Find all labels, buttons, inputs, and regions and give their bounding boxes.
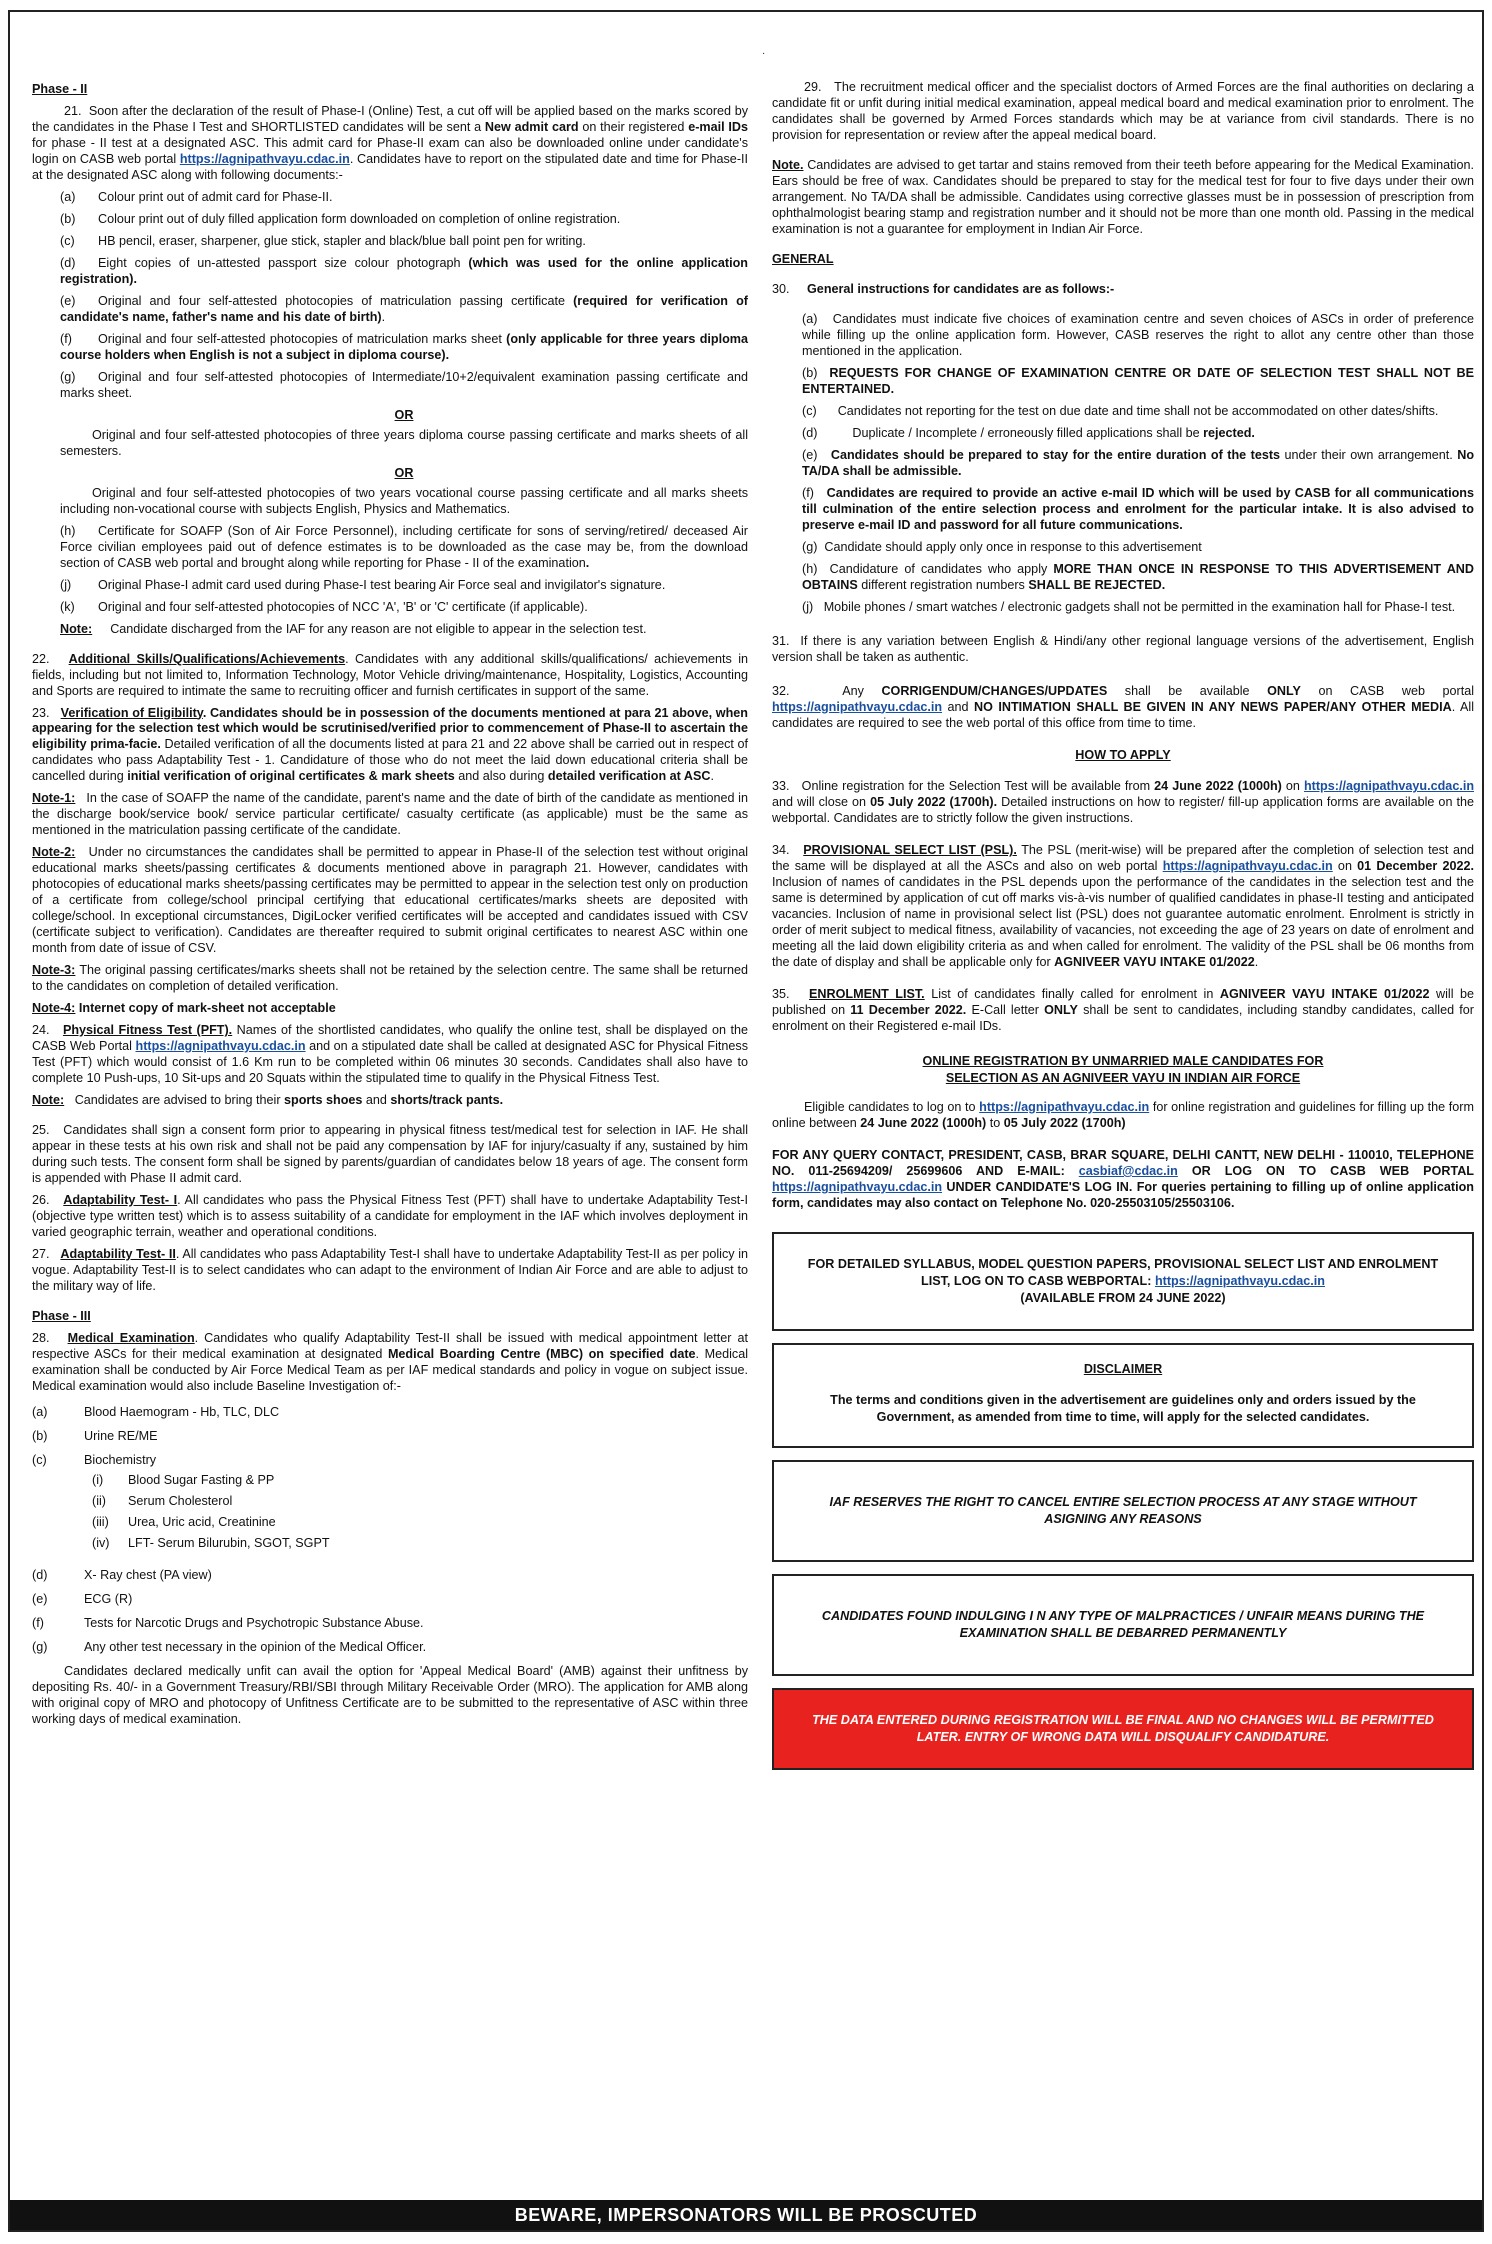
cancel-right-box: IAF RESERVES THE RIGHT TO CANCEL ENTIRE SELECTION PROCESS AT ANY STAGE WITHOUT ASIGNING ANY REASONS <box>772 1460 1474 1562</box>
casb-email-link[interactable]: casbiaf@cdac.in <box>1078 1163 1178 1178</box>
general-title: GENERAL <box>772 251 834 266</box>
med-d: (d) X- Ray chest (PA view) <box>32 1567 212 1582</box>
med-e: (e) ECG (R) <box>32 1591 133 1606</box>
para-25: 25. Candidates shall sign a consent form prior to appearing in physical fitness test/medical test for selection in IAF. He shall appear in these tests at his own risk and shall not be paid any compensation by IAF for injury/casualty if any, sustained by him during such tests. The consent form shall be signed by parents/guardian of candidates below 18 years of age. The consent form is appended with Phase II admit card. <box>32 1123 748 1186</box>
bio-ii: (ii) Serum Cholesterol <box>92 1493 233 1508</box>
phase-3-title: Phase - III <box>32 1308 91 1323</box>
corrigendum-portal-link[interactable]: https://agnipathvayu.cdac.in <box>772 699 943 714</box>
gen-h: (h) Candidature of candidates who apply MORE THAN ONCE IN RESPONSE TO THIS ADVERTISEMENT AND OBTAINS different registration numbers SHALL BE REJECTED. <box>802 561 1474 592</box>
doc-f: (f) Original and four self-attested photocopies of matriculation marks sheet (only applicable for three years diploma course holders when English is not a subject in diploma course). <box>60 331 748 362</box>
para-34: 34. PROVISIONAL SELECT LIST (PSL). The PSL (merit-wise) will be prepared after the completion of selection test and the same will be displayed at all the ASCs and also on web portal https://agnipathvayu.cdac.in on 01 December 2022. Inclusion of names of candidates in the PSL depends upon the performance of the candidates in the selection test and the same is determined by application of cut off marks vis-à-vis number of qualified candidates in phase-II testing and anticipated vacancies. Inclusion of name in provisional select list (PSL) does not guarantee automatic enrolment. Enrolment is strictly in order of merit subject to medical fitness, availability of vacancies, not exceeding the age of 23 years on date of enrolment and meeting all the laid down eligibility criteria as and when called for enrolment. The validity of the PSL shall be 06 months from the date of display and shall be applicable only for AGNIVEER VAYU INTAKE 01/2022. <box>772 843 1474 970</box>
doc-e: (e) Original and four self-attested photocopies of matriculation passing certificate (required for verification of candidate's name, father's name and his date of birth). <box>60 293 748 324</box>
or-divider-2: OR <box>394 465 414 480</box>
disclaimer-text: The terms and conditions given in the advertisement are guidelines only and orders issued by the Government, as amended from time to time, will apply for the selected candidates. <box>830 1392 1416 1424</box>
query-portal-link[interactable]: https://agnipathvayu.cdac.in <box>772 1179 943 1194</box>
syllabus-portal-link[interactable]: https://agnipathvayu.cdac.in <box>1154 1273 1325 1288</box>
note-3: Note-3: The original passing certificates/marks sheets shall not be retained by the selection centre. The same shall be returned to the candidates on completion of detailed verification. <box>32 963 749 994</box>
med-g: (g) Any other test necessary in the opinion of the Medical Officer. <box>32 1639 427 1654</box>
eligible-portal-link[interactable]: https://agnipathvayu.cdac.in <box>979 1099 1150 1114</box>
bio-iii: (iii) Urea, Uric acid, Creatinine <box>92 1514 276 1529</box>
para-22: 22. Additional Skills/Qualifications/Achievements. Candidates with any additional skills/qualifications/ achievements in fields, including but not limited to, Information Technology, Motor Vehicle driving/maintenance, Hospitality, Logistics, Accounting and Sports are required to intimate the same to recruiting officer and furnish certificates in support of the same. <box>32 651 749 698</box>
casb-portal-link[interactable]: https://agnipathvayu.cdac.in <box>179 151 350 166</box>
note-2: Note-2: Under no circumstances the candidates shall be permitted to appear in Phase-II of the selection test without original educational marks sheets/passing certificates & documents mentioned above in paragraph 21. However, candidates with photocopies of educational marks sheets/passing certificates may be permitted to appear in the selection test only on production of a certificate from college/school principal certifying that educational certificates/marks sheets are deposited with college/school. In exceptional circumstances, DigiLocker verified certificates will be accepted and candidates issued with CSV (certificate subject to verification). Candidates are thereafter required to submit original certificates to nearest ASC within one month from date of issue of CSV. <box>32 845 749 956</box>
para-28: 28. Medical Examination. Candidates who qualify Adaptability Test-II shall be issued with medical appointment letter at respective ASCs for their medical examination at designated Medical Boarding Centre (MBC) on specified date. Medical examination shall be conducted by Air Force Medical Team as per IAF medical standards and policy in vogue on subject issue. Medical examination would also include Baseline Investigation of:- <box>32 1330 748 1393</box>
disclaimer-box <box>772 1343 1474 1448</box>
disclaimer-title: DISCLAIMER <box>1083 1361 1163 1376</box>
para-32: 32. Any CORRIGENDUM/CHANGES/UPDATES shall be available ONLY on CASB web portal https://agnipathvayu.cdac.in and NO INTIMATION SHALL BE GIVEN IN ANY NEWS PAPER/ANY OTHER MEDIA. All candidates are required to see the web portal of this office from time to time. <box>772 683 1475 730</box>
eligible-candidates: Eligible candidates to log on to https://agnipathvayu.cdac.in for online registration and guidelines for filling up the form online between 24 June 2022 (1000h) to 05 July 2022 (1700h) <box>772 1099 1474 1130</box>
med-f: (f) Tests for Narcotic Drugs and Psychotropic Substance Abuse. <box>32 1615 424 1630</box>
note-4: Note-4: Internet copy of mark-sheet not acceptable <box>32 1001 336 1016</box>
general-instructions-list <box>772 312 1474 616</box>
doc-g-alt-2: Original and four self-attested photocopies of two years vocational course passing certificate and all marks sheets including non-vocational course with subjects English, Physics and Mathematics. <box>60 485 748 516</box>
or-divider-1: OR <box>394 407 414 422</box>
how-to-apply-title: HOW TO APPLY <box>1075 747 1171 762</box>
doc-d: (d) Eight copies of un-attested passport size colour photograph (which was used for the online application registration). <box>60 255 748 286</box>
para-23: 23. Verification of Eligibility. Candidates should be in possession of the documents mentioned at para 21 above, when appearing for the selection test which would be scrutinised/verified prior to commencement of Phase-II to ascertain the eligibility prima-facie. Detailed verification of all the documents listed at para 21 and 22 above shall be carried out in respect of candidates who pass Adaptability Test - 1. Candidature of those who do not meet the laid down educational criteria shall be cancelled during initial verification of original certificates & mark sheets and also during detailed verification at ASC. <box>32 705 748 784</box>
med-a: (a) Blood Haemogram - Hb, TLC, DLC <box>32 1404 280 1419</box>
med-b: (b) Urine RE/ME <box>32 1428 158 1443</box>
medical-tests-list <box>32 1405 748 1656</box>
psl-portal-link[interactable]: https://agnipathvayu.cdac.in <box>1162 859 1333 874</box>
gen-b: (b) REQUESTS FOR CHANGE OF EXAMINATION CENTRE OR DATE OF SELECTION TEST SHALL NOT BE ENTERTAINED. <box>802 365 1474 396</box>
appeal-medical-board: Candidates declared medically unfit can avail the option for 'Appeal Medical Board' (AMB) against their unfitness by depositing Rs. 40/- in a Government Treasury/RBI/SBI through Military Receivable Order (MRO). The application for AMB along with original copy of MRO and photocopy of Unfitness Certificate are to be submitted to the representative of ASC within three working days of medical examination. <box>32 1663 748 1726</box>
doc-g: (g) Original and four self-attested photocopies of Intermediate/10+2/equivalent examination passing certificate and marks sheet. <box>60 369 748 400</box>
right-column <box>772 80 1474 1782</box>
data-final-warning-box: THE DATA ENTERED DURING REGISTRATION WILL BE FINAL AND NO CHANGES WILL BE PERMITTED LATER. ENTRY OF WRONG DATA WILL DISQUALIFY CANDIDATURE. <box>772 1688 1474 1770</box>
para-30: 30. General instructions for candidates are as follows:- <box>772 281 1115 296</box>
impersonators-footer: BEWARE, IMPERSONATORS WILL BE PROSCUTED <box>10 2200 1482 2230</box>
note-21: Note: Candidate discharged from the IAF for any reason are not eligible to appear in the selection test. <box>60 621 647 636</box>
doc-g-alt-1: Original and four self-attested photocopies of three years diploma course passing certificate and marks sheets of all semesters. <box>60 427 748 458</box>
pft-portal-link[interactable]: https://agnipathvayu.cdac.in <box>135 1039 306 1054</box>
para-27: 27. Adaptability Test- II. All candidates who pass Adaptability Test-I shall have to undertake Adaptability Test-II as per policy in vogue. Adaptability Test-II is to select candidates who can adapt to the environment of Indian Air Force and are able to adjust to the military way of life. <box>32 1247 748 1293</box>
para-31: 31. If there is any variation between English & Hindi/any other regional language versions of the advertisement, English version shall be taken as authentic. <box>772 633 1474 664</box>
gen-a: (a) Candidates must indicate five choices of examination centre and seven choices of ASCs in order of preference while filling up the online application form. However, CASB reserves the right to allot any centre other than those mentioned in the application. <box>802 311 1474 358</box>
note-1: Note-1: In the case of SOAFP the name of the candidate, parent's name and the date of birth of the candidate as mentioned in the discharge book/service book/ service particular certificate/ casualty certificate (as applicable) must be the same as mentioned in the matriculation passing certificate of the candidate. <box>32 791 748 838</box>
query-contact: FOR ANY QUERY CONTACT, PRESIDENT, CASB, BRAR SQUARE, DELHI CANTT, NEW DELHI - 110010, TELEPHONE NO. 011-25694209/ 25699606 AND E-MAIL: casbiaf@cdac.in OR LOG ON TO CASB WEB PORTAL https://agnipathvayu.cdac.in UNDER CANDIDATE'S LOG IN. For queries pertaining to filling up of online application form, candidates may also contact on Telephone No. 020-25503105/25503106. <box>772 1147 1474 1210</box>
para-21: 21. Soon after the declaration of the result of Phase-I (Online) Test, a cut off will be applied based on the marks scored by the candidates in the Phase I Test and SHORTLISTED candidates will be sent a New admit card on their registered e-mail IDs for phase - II test at a designated ASC. This admit card for Phase-II exam can also be downloaded online under candidate's login on CASB web portal https://agnipathvayu.cdac.in. Candidates have to report on the stipulated date and time for Phase-II at the designated ASC along with following documents:- <box>32 103 749 182</box>
document-list <box>32 190 748 616</box>
para-35: 35. ENROLMENT LIST. List of candidates finally called for enrolment in AGNIVEER VAYU INTAKE 01/2022 will be published on 11 December 2022. E-Call letter ONLY shall be sent to candidates, including standby candidates, called for enrolment on their Registered e-mail IDs. <box>772 987 1475 1034</box>
note-29: Note. Candidates are advised to get tartar and stains removed from their teeth before appearing for the Medical Examination. Ears should be free of wax. Candidates should be prepared to stay for the medical test for four to five days under their own arrangement. No TA/DA shall be admissible. Candidates using corrective glasses must be in possession of prescription from ophthalmologist bearing stamp and registration number and it should not be more than one month old. Passing in the medical examination is not a guarantee for employment in Indian Air Force. <box>772 157 1474 236</box>
gen-j: (j) Mobile phones / smart watches / electronic gadgets shall not be permitted in the examination hall for Phase-I test. <box>802 599 1456 614</box>
gen-e: (e) Candidates should be prepared to stay for the entire duration of the tests under their own arrangement. No TA/DA shall be admissible. <box>802 447 1475 478</box>
para-24: 24. Physical Fitness Test (PFT). Names of the shortlisted candidates, who qualify the online test, shall be displayed on the CASB Web Portal https://agnipathvayu.cdac.in and on a stipulated date shall be called at designated ASC for Physical Fitness Test (PFT) which would consist of 1.6 Km run to be completed within 06 minutes 30 seconds. Candidates shall also have to complete 10 Push-ups, 10 Sit-ups and 20 Squats within the stipulated time to qualify in the Physical Fitness Test. <box>32 1023 749 1086</box>
para-29: 29. The recruitment medical officer and the specialist doctors of Armed Forces are the final authorities on declaring a candidate fit or unfit during initial medical examination, appeal medical board and medical examination prior to enrolment. The candidates shall be governed by Armed Forces standards which may be at variance from civil standards. There is no provision for representation or review after the appeal medical board. <box>772 80 1475 142</box>
bio-iv: (iv) LFT- Serum Bilurubin, SGOT, SGPT <box>92 1535 330 1550</box>
gen-g: (g) Candidate should apply only once in response to this advertisement <box>802 539 1202 554</box>
doc-h: (h) Certificate for SOAFP (Son of Air Force Personnel), including certificate for sons of serving/retired/ deceased Air Force civilian employees paid out of defence estimates is to be downloaded as the case may be, from the download section of CASB web portal and brought along while reporting for Phase - II of the examination. <box>60 523 748 570</box>
malpractice-box: CANDIDATES FOUND INDULGING I N ANY TYPE OF MALPRACTICES / UNFAIR MEANS DURING THE EXAMINATION SHALL BE DEBARRED PERMANENTLY <box>772 1574 1474 1676</box>
bio-i: (i) Blood Sugar Fasting & PP <box>92 1472 275 1487</box>
doc-k: (k) Original and four self-attested photocopies of NCC 'A', 'B' or 'C' certificate (if applicable). <box>60 599 588 614</box>
left-column <box>32 80 748 1734</box>
doc-b: (b) Colour print out of duly filled application form downloaded on completion of online registration. <box>60 211 621 226</box>
para-26: 26. Adaptability Test- I. All candidates who pass the Physical Fitness Test (PFT) shall have to undertake Adaptability Test-I (objective type written test) which is to assess suitability of a candidate for employment in the IAF which involves deployment in varied geographic terrain, weather and operational conditions. <box>32 1193 749 1240</box>
gen-f: (f) Candidates are required to provide an active e-mail ID which will be used by CASB for all communications till culmination of the entire selection process and enrolment for the particular intake. It is also advised to preserve e-mail ID and password for all future communications. <box>802 485 1474 532</box>
online-registration-title: ONLINE REGISTRATION BY UNMARRIED MALE CANDIDATES FOR SELECTION AS AN AGNIVEER VAYU IN INDIAN AIR FORCE <box>922 1054 1324 1085</box>
med-c: (c) Biochemistry <box>32 1452 157 1467</box>
advertisement-page <box>8 10 1484 2232</box>
gen-d: (d) Duplicate / Incomplete / erroneously filled applications shall be rejected. <box>802 425 1255 440</box>
phase-2-title: Phase - II <box>32 82 88 96</box>
doc-j: (j) Original Phase-I admit card used during Phase-I test bearing Air Force seal and invigilator's signature. <box>60 577 666 592</box>
doc-a: (a) Colour print out of admit card for Phase-II. <box>60 189 333 204</box>
header-dot: · <box>762 48 766 59</box>
para-33: 33. Online registration for the Selection Test will be available from 24 June 2022 (1000h) on https://agnipathvayu.cdac.in and will close on 05 July 2022 (1700h). Detailed instructions on how to register/ fill-up application forms are available on the webportal. Candidates are to strictly follow the given instructions. <box>772 779 1475 826</box>
doc-c: (c) HB pencil, eraser, sharpener, glue stick, stapler and black/blue ball point pen for writing. <box>60 233 586 248</box>
registration-portal-link[interactable]: https://agnipathvayu.cdac.in <box>1303 779 1475 794</box>
note-24: Note: Candidates are advised to bring their sports shoes and shorts/track pants. <box>32 1093 504 1108</box>
syllabus-box: FOR DETAILED SYLLABUS, MODEL QUESTION PAPERS, PROVISIONAL SELECT LIST AND ENROLMENT LIST, LOG ON TO CASB WEBPORTAL: https://agnipathvayu.cdac.in (AVAILABLE FROM 24 JUNE 2022) <box>772 1232 1474 1331</box>
gen-c: (c) Candidates not reporting for the test on due date and time shall not be accommodated on other dates/shifts. <box>802 403 1439 418</box>
